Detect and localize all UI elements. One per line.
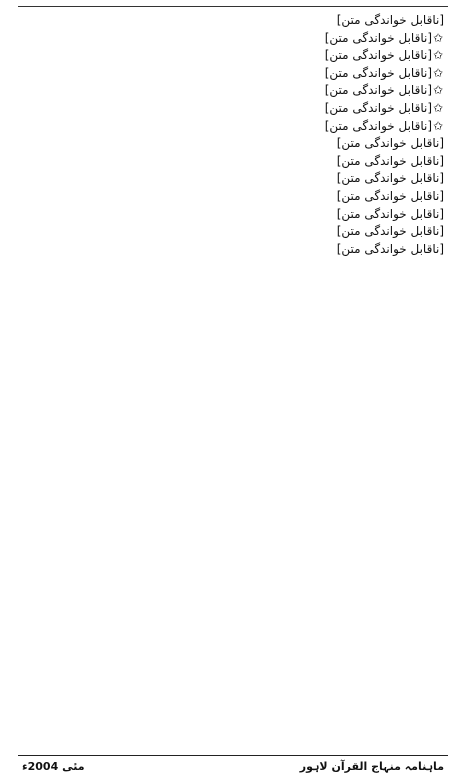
paragraph-2: ✩[ناقابل خواندگی متن] bbox=[22, 30, 444, 48]
header-rule bbox=[18, 6, 448, 7]
footer-issue-date: مئی 2004ء bbox=[22, 759, 85, 773]
paragraph-11: [ناقابل خواندگی متن] bbox=[336, 188, 444, 203]
list-item-2: [ناقابل خواندگی متن] bbox=[336, 241, 444, 256]
star-bullet-icon: ✩ bbox=[432, 48, 444, 63]
paragraph-1: [ناقابل خواندگی متن] bbox=[336, 13, 444, 27]
star-bullet-icon: ✩ bbox=[432, 100, 444, 115]
paragraph-8: [ناقابل خواندگی متن] bbox=[336, 136, 444, 151]
paragraph-4: ✩[ناقابل خواندگی متن] bbox=[22, 65, 444, 83]
star-bullet-icon: ✩ bbox=[432, 83, 444, 98]
footer-magazine bbox=[300, 760, 444, 773]
list-item-1: [ناقابل خواندگی متن] bbox=[336, 224, 444, 239]
paragraph-5: ✩[ناقابل خواندگی متن] bbox=[22, 82, 444, 100]
paragraph-9: [ناقابل خواندگی متن] bbox=[336, 153, 444, 168]
star-bullet-icon: ✩ bbox=[432, 65, 444, 80]
paragraph-6: ✩[ناقابل خواندگی متن] bbox=[22, 100, 444, 118]
star-bullet-icon: ✩ bbox=[432, 30, 444, 45]
paragraph-7: ✩[ناقابل خواندگی متن] bbox=[22, 118, 444, 136]
footer-magazine-name: ماہنامہ منہاج القرآن bbox=[331, 759, 444, 773]
paragraph-12: [ناقابل خواندگی متن] bbox=[336, 206, 444, 221]
footer-rule bbox=[18, 755, 448, 756]
paragraph-3: ✩[ناقابل خواندگی متن] bbox=[22, 47, 444, 65]
paragraph-10: [ناقابل خواندگی متن] bbox=[336, 171, 444, 186]
star-bullet-icon: ✩ bbox=[432, 118, 444, 133]
page-footer bbox=[22, 758, 444, 774]
article-body bbox=[22, 12, 444, 742]
footer-city: لاہور bbox=[299, 759, 328, 773]
